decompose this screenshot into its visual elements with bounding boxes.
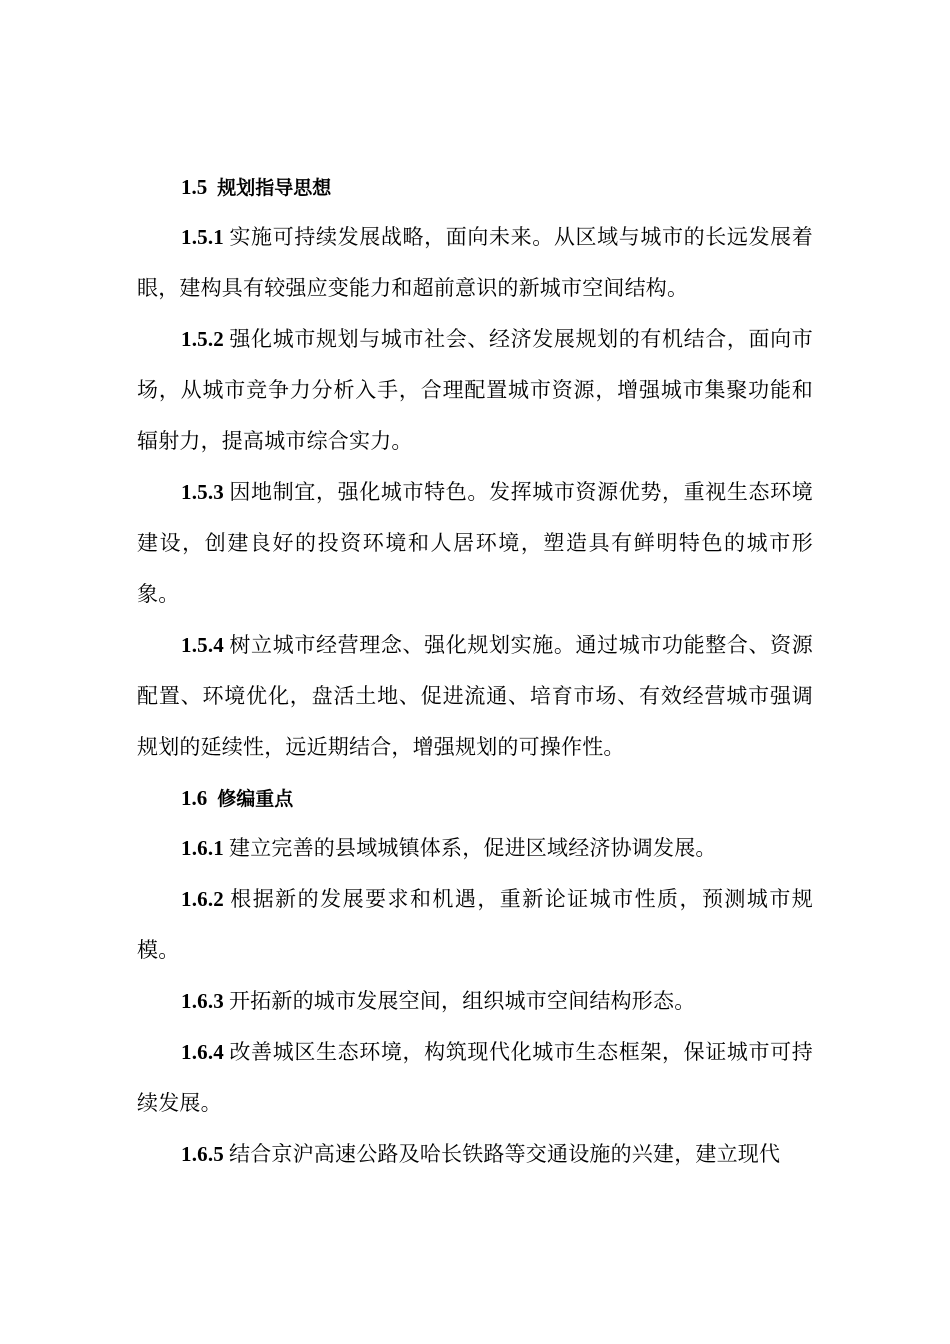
paragraph-1-6-2 [137,874,813,976]
paragraph-number: 1.5.1 [181,225,224,249]
paragraph-text: 强化城市规划与城市社会、经济发展规划的有机结合，面向市场，从城市竞争力分析入手，合理配置城市资源，增强城市集聚功能和辐射力，提高城市综合实力。 [137,327,813,453]
paragraph-1-5-2 [137,314,813,467]
paragraph-1-5-4 [137,620,813,773]
section-heading-1-6 [137,773,813,823]
section-number: 1.5 [181,175,208,199]
paragraph-1-5-1 [137,212,813,314]
paragraph-text: 开拓新的城市发展空间，组织城市空间结构形态。 [229,989,696,1013]
paragraph-1-6-4 [137,1027,813,1129]
paragraph-number: 1.6.1 [181,836,224,860]
paragraph-number: 1.5.4 [181,633,224,657]
paragraph-1-6-1 [137,823,813,874]
paragraph-1-5-3 [137,467,813,620]
paragraph-number: 1.5.3 [181,480,224,504]
paragraph-text: 树立城市经营理念、强化规划实施。通过城市功能整合、资源配置、环境优化，盘活土地、促进流通、培育市场、有效经营城市强调规划的延续性，远近期结合，增强规划的可操作性。 [137,633,813,759]
paragraph-text: 实施可持续发展战略，面向未来。从区域与城市的长远发展着眼，建构具有较强应变能力和超前意识的新城市空间结构。 [137,225,813,300]
paragraph-text: 结合京沪高速公路及哈长铁路等交通设施的兴建，建立现代 [229,1142,781,1166]
paragraph-number: 1.6.3 [181,989,224,1013]
section-title: 修编重点 [217,788,294,810]
paragraph-number: 1.6.2 [181,887,224,911]
section-title: 规划指导思想 [217,177,332,199]
paragraph-text: 改善城区生态环境，构筑现代化城市生态框架，保证城市可持续发展。 [137,1040,813,1115]
section-number: 1.6 [181,786,208,810]
paragraph-number: 1.6.5 [181,1142,224,1166]
document-body [137,162,813,1180]
paragraph-text: 因地制宜，强化城市特色。发挥城市资源优势，重视生态环境建设，创建良好的投资环境和人居环境，塑造具有鲜明特色的城市形象。 [137,480,813,606]
paragraph-number: 1.6.4 [181,1040,224,1064]
paragraph-1-6-5 [137,1129,813,1180]
paragraph-number: 1.5.2 [181,327,224,351]
paragraph-text: 建立完善的县域城镇体系，促进区域经济协调发展。 [229,836,717,860]
paragraph-text: 根据新的发展要求和机遇，重新论证城市性质，预测城市规模。 [137,887,813,962]
paragraph-1-6-3 [137,976,813,1027]
section-heading-1-5 [137,162,813,212]
